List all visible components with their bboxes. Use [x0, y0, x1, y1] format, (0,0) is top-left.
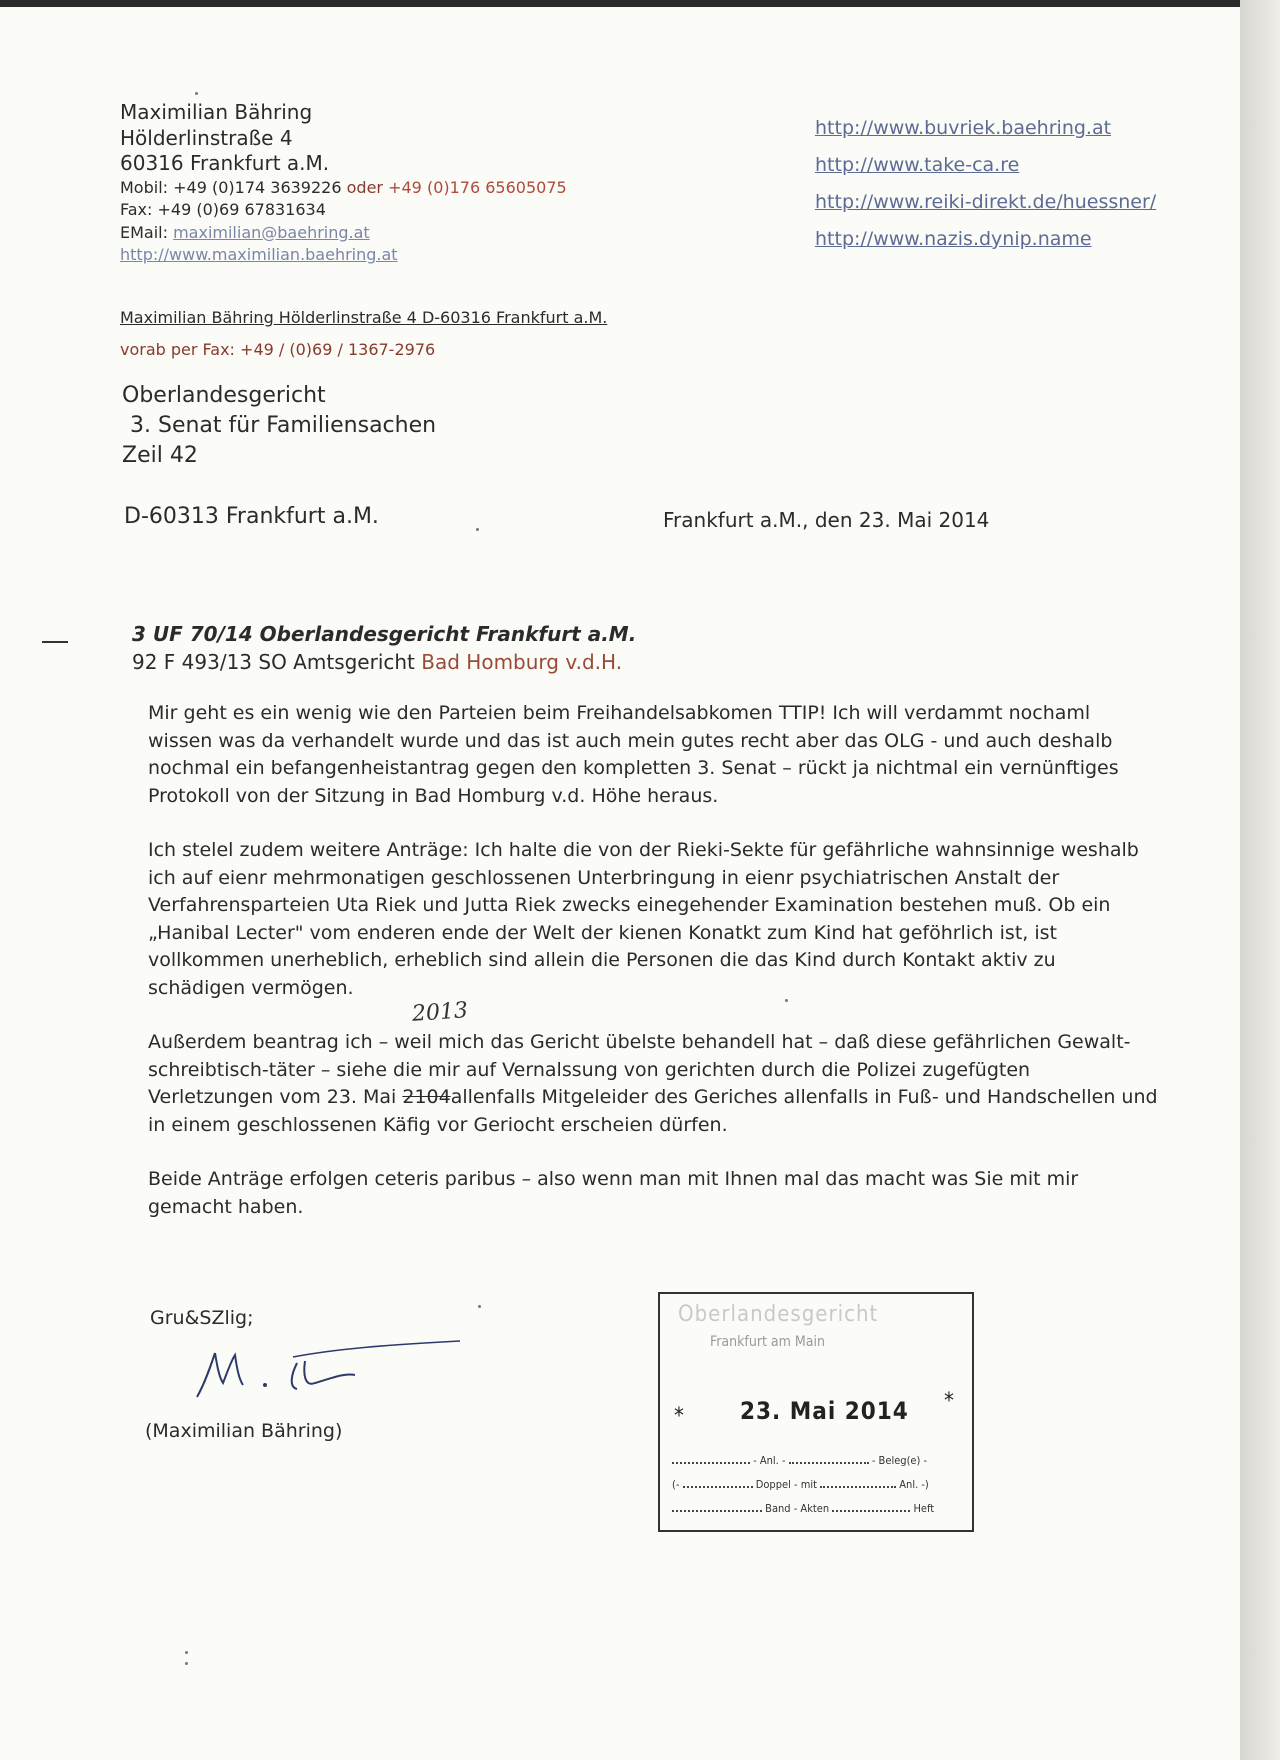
- website-link[interactable]: http://www.maximilian.baehring.at: [120, 244, 398, 264]
- stamp-row-anl: [672, 1454, 927, 1467]
- stamp-place: Frankfurt am Main: [710, 1334, 825, 1350]
- vorab-number: +49 / (0)69 / 1367-2976: [240, 340, 436, 359]
- mobile-number-2: +49 (0)176 65605075: [388, 177, 567, 197]
- recipient-line-2: 3. Senat für Familiensachen: [130, 413, 437, 438]
- fold-mark: [42, 641, 68, 643]
- fax-label: Fax:: [120, 200, 153, 220]
- stamp-star-left: *: [674, 1404, 684, 1429]
- court-receipt-stamp: [658, 1292, 974, 1532]
- mobile-label: Mobil:: [120, 177, 169, 197]
- date-line: Frankfurt a.M., den 23. Mai 2014: [663, 508, 990, 532]
- vorab-label: vorab per Fax:: [120, 340, 235, 359]
- reference-amtsgericht-place: Bad Homburg v.d.H.: [421, 650, 623, 674]
- stamp-open-paren: (-: [672, 1478, 680, 1491]
- email-label: EMail:: [120, 222, 168, 242]
- reference-amtsgericht-number: 92 F 493/13 SO Amtsgericht: [132, 650, 415, 674]
- case-references: [132, 620, 636, 676]
- handwritten-year-correction: 2013: [411, 998, 469, 1027]
- web-link-3[interactable]: http://www.reiki-direkt.de/huessner/: [815, 191, 1157, 213]
- stamp-row-doppel: [672, 1478, 929, 1491]
- web-link-1[interactable]: http://www.buvriek.baehring.at: [815, 117, 1112, 139]
- closing-greeting: Gru&SZlig;: [150, 1307, 254, 1329]
- body-paragraph-2: Ich stelel zudem weitere Anträge: Ich halte die von der Rieki-Sekte für gefährliche wahnsinnige weshalb ich auf eienr mehrmonatigen geschlossenen Unterbringung in eienr psychiatrischen Anstalt der Verfahrensparteien Uta Riek und Jutta Riek zwecks einegehender Examination bestehen muß. Ob ein „Hanibal Lecter" vom enderen ende der Welt der kienen Konatkt zum Kind hat geföhrlich ist, ist vollkommen unerheblich, erheblich sind allein die Personen die das Kind durch Kontakt aktiv zu schädigen vermögen.: [148, 839, 1139, 999]
- sender-mobile: [120, 177, 567, 199]
- sender-website: [120, 244, 567, 266]
- stamp-date: 23. Mai 2014: [740, 1397, 909, 1425]
- fax-number: +49 (0)69 67831634: [157, 200, 326, 220]
- struck-year: 2104: [402, 1086, 451, 1108]
- recipient-line-1: Oberlandesgericht: [122, 383, 326, 408]
- mobile-or: oder: [346, 177, 383, 197]
- stamp-row-band: [672, 1502, 934, 1515]
- scan-speck: [185, 1662, 188, 1665]
- stamp-anl2-label: Anl. -): [899, 1478, 929, 1491]
- recipient-city: D-60313 Frankfurt a.M.: [124, 504, 379, 529]
- recipient-line-3: Zeil 42: [122, 443, 198, 468]
- body-paragraph-3: [148, 1029, 1158, 1139]
- reference-olg: 3 UF 70/14 Oberlandesgericht Frankfurt a.M.: [132, 622, 637, 646]
- sender-city: 60316 Frankfurt a.M.: [120, 151, 330, 176]
- stamp-court-name: Oberlandesgericht: [678, 1302, 879, 1327]
- web-link-2[interactable]: http://www.take-ca.re: [815, 154, 1020, 176]
- web-link-4[interactable]: http://www.nazis.dynip.name: [815, 228, 1092, 250]
- stamp-doppel-label: Doppel - mit: [755, 1478, 817, 1491]
- body-paragraph-4: Beide Anträge erfolgen ceteris paribus – also wenn man mit Ihnen mal das macht was Sie mit mir gemacht haben.: [148, 1168, 1079, 1218]
- mobile-number-1: +49 (0)174 3639226: [173, 177, 342, 197]
- stamp-anl-label: - Anl. -: [753, 1454, 786, 1467]
- web-links-list: [815, 110, 1156, 258]
- reference-amtsgericht: [132, 648, 636, 676]
- letter-body: [148, 700, 1158, 1248]
- vorab-fax-note: [120, 340, 435, 359]
- sender-email: [120, 222, 567, 244]
- sender-block: [120, 100, 567, 266]
- sender-name: Maximilian Bähring: [120, 100, 313, 124]
- stamp-star-right: *: [944, 1389, 954, 1414]
- body-paragraph-3-part-a: Außerdem beantrag ich – weil mich das Gericht übelste behandell hat – daß diese gefährlichen Gewalt-schreibtisch-täter – siehe die mir auf Vernalssung von gerichten durch die Polizei zugefügten Verletzungen vom 23. Mai: [148, 1031, 1131, 1108]
- scan-speck: [785, 999, 788, 1002]
- stamp-belege-label: - Beleg(e) -: [871, 1454, 928, 1467]
- scan-right-edge: [1240, 0, 1280, 1760]
- stamp-band-label: Band - Akten: [765, 1502, 830, 1515]
- email-link[interactable]: maximilian@baehring.at: [173, 222, 370, 242]
- return-address: Maximilian Bähring Hölderlinstraße 4 D-60316 Frankfurt a.M.: [120, 308, 608, 327]
- body-paragraph-1: Mir geht es ein wenig wie den Parteien beim Freihandelsabkomen TTIP! Ich will verdammt nochaml wissen was da verhandelt wurde und das ist auch mein gutes recht aber das OLG - und auch deshalb nochmal ein befangenheistantrag gegen den kompletten 3. Senat – rückt ja nichtmal ein vernünftiges Protokoll von der Sitzung in Bad Homburg v.d. Höhe heraus.: [148, 702, 1119, 807]
- stamp-heft-label: Heft: [913, 1502, 935, 1515]
- sender-street: Hölderlinstraße 4: [120, 125, 293, 150]
- handwritten-signature: [185, 1335, 465, 1405]
- scan-speck: [476, 528, 479, 531]
- scan-speck: [195, 92, 198, 95]
- recipient-block: [122, 381, 436, 471]
- sender-fax: [120, 199, 567, 221]
- body-paragraph-3-part-b: allenfalls Mitgeleider des Geriches allenfalls in Fuß- und Handschellen und in einem geschlossenen Käfig vor Geriocht erscheien dürfen.: [148, 1086, 1158, 1136]
- scan-top-edge: [0, 0, 1280, 7]
- signature-name: (Maximilian Bähring): [145, 1420, 343, 1442]
- scan-speck: [185, 1651, 188, 1654]
- scan-speck: [478, 1305, 481, 1308]
